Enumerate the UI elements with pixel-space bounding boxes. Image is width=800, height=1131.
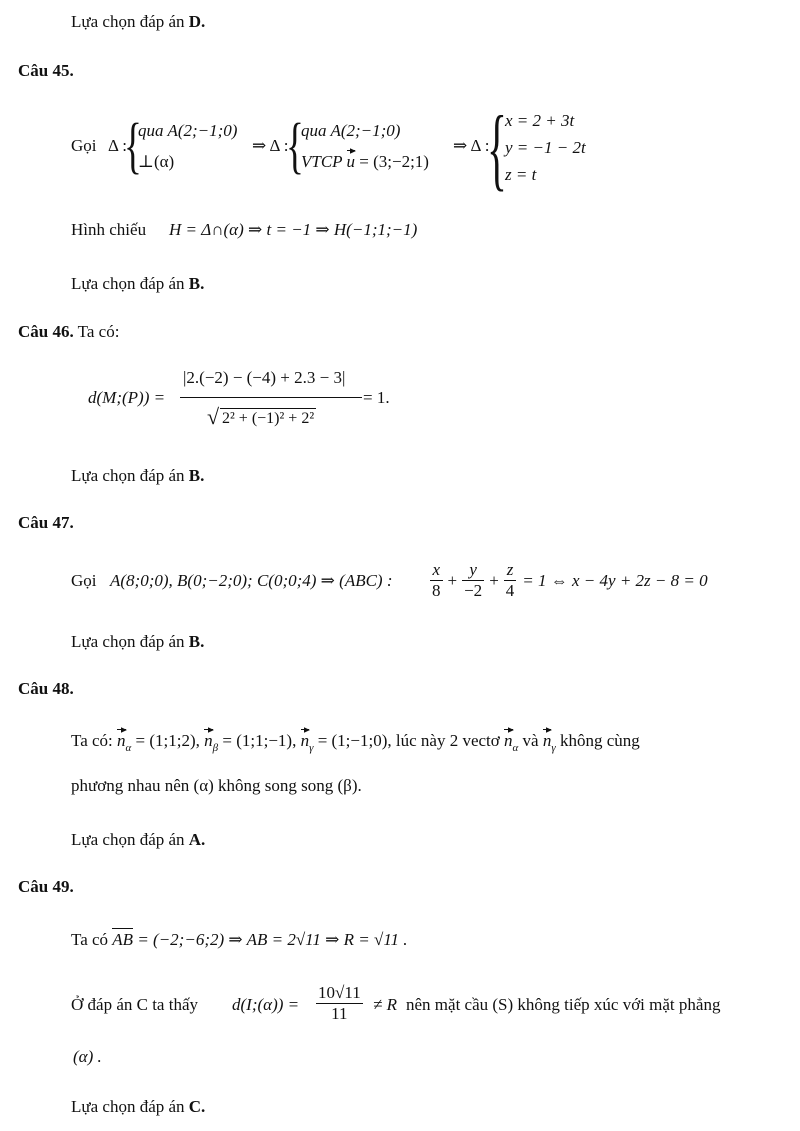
system2-line1: qua A(2;−1;0) — [301, 121, 401, 140]
not-equal-r: ≠ R — [373, 995, 397, 1014]
vector-ab: AB — [112, 930, 134, 949]
projection-math: H = Δ∩(α) ⇒ t = −1 ⇒ H(−1;1;−1) — [169, 220, 418, 239]
distance-fraction: $\frac{10√11}{11}$ — [318, 983, 361, 1023]
vector-n-gamma-2: n — [542, 731, 552, 750]
question-heading-49: Câu 49. — [18, 877, 74, 896]
system3-line1: x = 2 + 3t — [505, 111, 575, 130]
implies-1: ⇒ Δ : — [252, 136, 289, 155]
brace-1: { — [124, 112, 142, 180]
fraction-x: $\frac{x}{8}$ — [432, 560, 441, 600]
normal-vectors-line: Ta có: $n_\alpha$ = (1;1;2), $n_\beta$ = (1;1;−1), $n_\gamma$ = (1;−1;0), lúc này 2 vectơ $n_\alpha$ và $n_\gamma$ không cùng — [71, 731, 640, 754]
vector-u: u — [346, 152, 356, 171]
answer-prefix: Lựa chọn đáp án — [71, 830, 189, 849]
answer-prefix: Lựa chọn đáp án — [71, 1097, 189, 1116]
goi-label: Gọi — [71, 571, 97, 590]
system3-line3: z = t — [505, 165, 537, 184]
tangency-conclusion: nên mặt cầu (S) không tiếp xúc với mặt phẳng — [406, 995, 721, 1014]
answer-letter: B. — [188, 632, 205, 651]
answer-line-46 — [71, 466, 204, 486]
distance-denominator: 2² + (−1)² + 2² — [222, 410, 315, 427]
answer-line-47 — [71, 632, 204, 652]
question-heading-45: Câu 45. — [18, 61, 74, 80]
system3-line2: y = −1 − 2t — [505, 138, 586, 157]
answer-line-49 — [71, 1097, 205, 1117]
fraction-z: $\frac{z}{4}$ — [505, 560, 515, 600]
goi-label: Gọi — [71, 136, 97, 155]
ab-vector-line: Ta có AB = (−2;−6;2) ⇒ AB = 2√11 ⇒ R = √11 . — [71, 930, 408, 949]
vector-n-gamma: n — [300, 731, 310, 750]
points-text: A(8;0;0), B(0;−2;0); C(0;0;4) ⇒ (ABC) : — [110, 571, 393, 590]
vector-n-beta: n — [204, 731, 213, 750]
answer-letter: C. — [188, 1097, 206, 1116]
answer-letter: B. — [188, 466, 205, 485]
distance-lhs: d(M;(P)) = — [88, 388, 166, 407]
answer-prefix: Lựa chọn đáp án — [71, 12, 189, 31]
vector-n-alpha: n — [117, 731, 126, 750]
answer-prefix: Lựa chọn đáp án — [71, 632, 189, 651]
distance-numerator: |2.(−2) − (−4) + 2.3 − 3| — [183, 368, 346, 387]
answer-letter: A. — [188, 830, 206, 849]
answer-line-44 — [71, 12, 205, 32]
vector-n-alpha-2: n — [504, 731, 513, 750]
system1-line2: ⊥(α) — [138, 152, 175, 171]
question-heading-47: Câu 47. — [18, 513, 74, 532]
system1-line1: qua A(2;−1;0) — [138, 121, 238, 140]
brace-2: { — [286, 112, 304, 180]
implies-2: ⇒ Δ : — [453, 136, 490, 155]
distance-rhs: = 1. — [363, 388, 390, 407]
question-heading-48: Câu 48. — [18, 679, 74, 698]
fraction-y: $\frac{y}{-2}$ — [464, 560, 483, 600]
answer-line-48 — [71, 830, 205, 850]
option-c-label: Ở đáp án C ta thấy — [71, 995, 198, 1014]
brace-3: { — [487, 97, 507, 199]
delta-label-1: Δ : — [108, 136, 127, 155]
system2-line2: VTCP u = (3;−2;1) — [301, 152, 429, 171]
question-heading-46: Câu 46. Ta có: — [18, 322, 120, 341]
answer-letter: B. — [188, 274, 205, 293]
parallel-conclusion: phương nhau nên (α) không song song (β). — [71, 776, 362, 795]
fraction-bar — [180, 397, 362, 398]
answer-letter: D. — [188, 12, 206, 31]
projection-label: Hình chiếu — [71, 220, 147, 239]
plane-alpha: (α) . — [73, 1047, 102, 1066]
sqrt-sign: √ — [207, 404, 220, 429]
distance-expression: d(I;(α)) = — [232, 995, 300, 1014]
answer-prefix: Lựa chọn đáp án — [71, 466, 189, 485]
answer-line-45 — [71, 274, 204, 294]
plane-equation: $\frac{x}{8}$ + $\frac{y}{-2}$ + $\frac{z}{4}$ = 1 ⇔ x − 4y + 2z − 8 = 0 — [432, 560, 708, 600]
answer-prefix: Lựa chọn đáp án — [71, 274, 189, 293]
